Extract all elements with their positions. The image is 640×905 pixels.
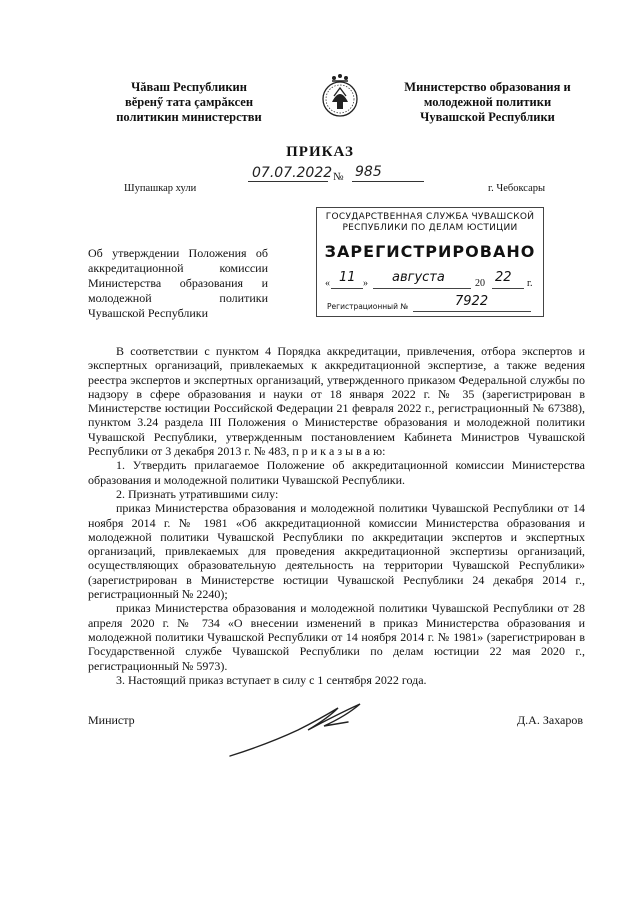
place-chuvash: Шупашкар хули xyxy=(124,183,197,194)
subject-line: аккредитационной комиссии xyxy=(88,261,268,275)
stamp-day: 11 xyxy=(339,270,356,285)
stamp-year-prefix: 20 xyxy=(475,278,485,289)
ministry-name-chuvash xyxy=(104,80,274,125)
handwritten-signature xyxy=(228,700,378,760)
stamp-year-suffix: г. xyxy=(527,278,533,289)
body-item-3: 3. Настоящий приказ вступает в силу с 1 сентября 2022 года. xyxy=(116,672,427,687)
date-underline xyxy=(248,181,328,182)
body-item-1: 1. Утвердить прилагаемое Положение об аккредитационной комиссии Министерства образования и молодежной политики Чувашской Республики. xyxy=(88,458,585,487)
stamp-day-prefix: « xyxy=(325,278,330,289)
header-right-line: Чувашской Республики xyxy=(420,110,555,124)
signatory-position: Министр xyxy=(88,713,135,727)
place-russian: г. Чебоксары xyxy=(488,183,546,194)
stamp-reg-underline xyxy=(413,311,531,312)
header-left-line: политикин министерстви xyxy=(116,110,262,124)
signatory-name: Д.А. Захаров xyxy=(517,713,584,727)
order-body xyxy=(88,344,585,687)
body-item-2: 2. Признать утратившими силу: xyxy=(116,486,279,501)
subject-line: Об утверждении Положения об xyxy=(88,246,268,260)
body-paragraph-preamble: В соответствии с пунктом 4 Порядка аккредитации, привлечения, отбора экспертов и экспертных организаций, привлекаемых к аккредитационной экспертизе, а также ведения реестра экспертов и экспертных организаций, утвержденного приказом Федеральной службы по надзору в сфере образования и науки от 18 января 2022 г. № 35 (зарегистрирован в Министерстве юстиции Российской Федерации 21 февраля 2022 г., регистрационный № 67388), пунктом 3.24 раздела III Положения о Министерстве образования и молодежной политики Чувашской Республики, утвержденным постановлением Кабинета Министров Чувашской Республики от 3 декабря 2013 г. № 483, п р и к а з ы в а ю: xyxy=(88,344,585,459)
header-left-line: вĕренӳ тата çамрăксен xyxy=(124,95,254,109)
order-subject xyxy=(88,246,268,321)
ministry-name-russian xyxy=(380,80,595,125)
order-number-label: № xyxy=(333,171,344,183)
stamp-year-underline xyxy=(492,288,524,289)
stamp-registered: ЗАРЕГИСТРИРОВАНО xyxy=(324,242,536,261)
registration-stamp xyxy=(316,207,544,317)
order-number: 985 xyxy=(355,164,382,180)
stamp-month-underline xyxy=(373,288,471,289)
stamp-day-suffix: » xyxy=(363,278,368,289)
stamp-agency-line2: РЕСПУБЛИКИ ПО ДЕЛАМ ЮСТИЦИИ xyxy=(342,223,518,233)
subject-line: Чувашской Республики xyxy=(88,306,209,320)
header-left-line: Чăваш Республикин xyxy=(131,80,247,94)
stamp-agency-line1: ГОСУДАРСТВЕННАЯ СЛУЖБА ЧУВАШСКОЙ xyxy=(325,212,535,222)
header-right-line: молодежной политики xyxy=(423,95,552,109)
stamp-reg-label: Регистрационный № xyxy=(327,302,409,311)
header-right-line: Министерство образования и xyxy=(404,80,571,94)
body-repealed-order-2: приказ Министерства образования и молодежной политики Чувашской Республики от 28 апреля 2020 г. № 734 «О внесении изменений в приказ Министерства образования и молодежной политики Чувашской Республики от 14 ноября 2014 г. № 1981» (зарегистрирован в Государственной службе Чувашской Республики по делам юстиции 22 мая 2020 г., регистрационный № 5973). xyxy=(88,601,585,673)
stamp-day-underline xyxy=(331,288,363,289)
order-title: ПРИКАЗ xyxy=(286,144,354,160)
number-underline xyxy=(352,181,424,182)
subject-line: Министерства образования и xyxy=(88,276,268,290)
coat-of-arms-emblem xyxy=(320,72,360,120)
subject-line: молодежной политики xyxy=(88,291,268,305)
stamp-reg-number: 7922 xyxy=(455,294,489,309)
body-repealed-order-1: приказ Министерства образования и молодежной политики Чувашской Республики от 14 ноября 2014 г. № 1981 «Об аккредитационной комиссии Министерства образования и молодежной политики Чувашской Республики по аккредитации экспертов и экспертных организаций, привлекаемых для проведения аккредитационной экспертизы организаций, осуществляющих образовательную деятельность на территории Чувашской Республики» (зарегистрирован в Министерстве юстиции Чувашской Республики 24 декабря 2014 г., регистрационный № 2240); xyxy=(88,501,585,602)
order-date: 07.07.2022 xyxy=(252,165,333,181)
stamp-year: 22 xyxy=(495,270,512,285)
stamp-month: августа xyxy=(392,270,445,285)
